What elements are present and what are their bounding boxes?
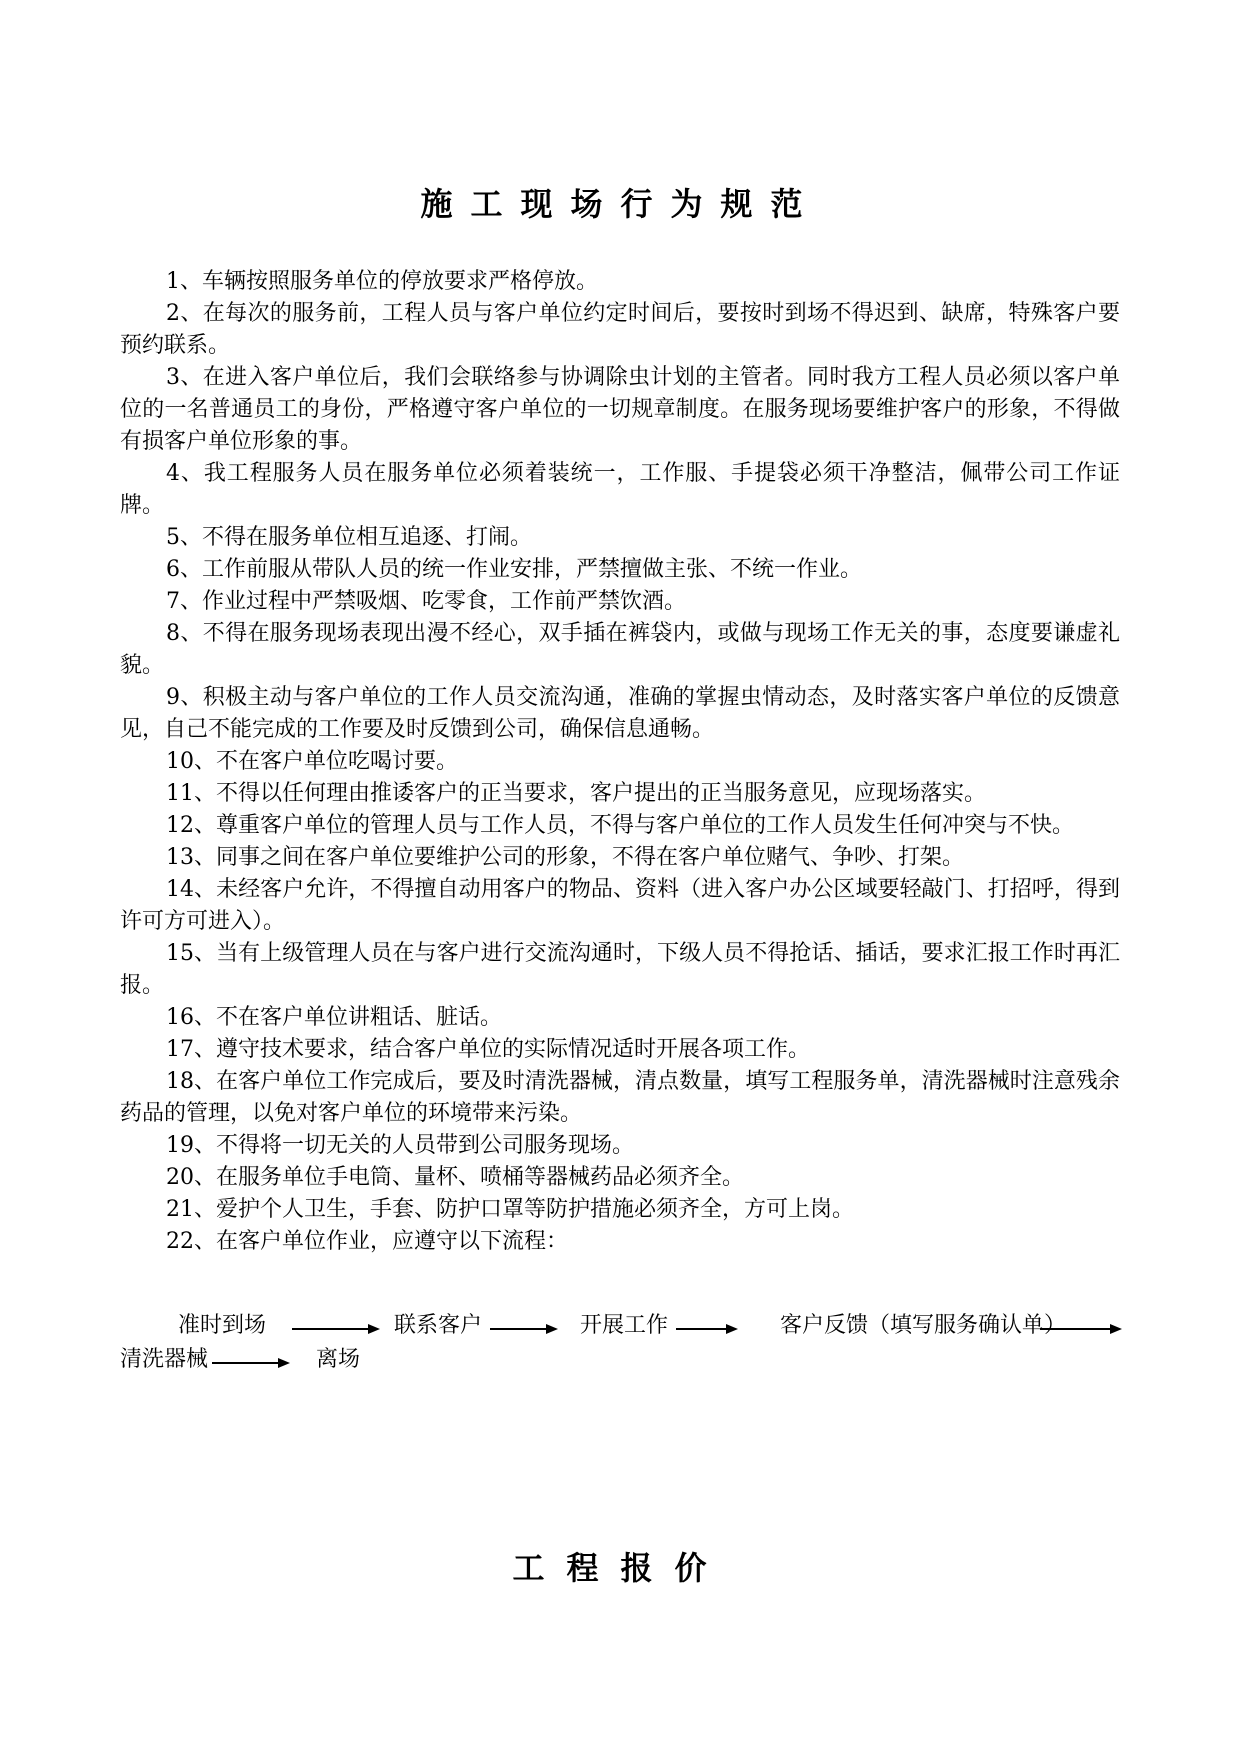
flow-step-feedback: 客户反馈（填写服务确认单） [780, 1313, 1067, 1338]
arrow-icon [212, 1356, 290, 1370]
arrow-icon [490, 1322, 558, 1336]
rule-item: 22、在客户单位作业，应遵守以下流程： [166, 1229, 568, 1254]
rule-item: 6、工作前服从带队人员的统一作业安排，严禁擅做主张、不统一作业。 [166, 557, 862, 582]
rule-item: 1、车辆按照服务单位的停放要求严格停放。 [166, 269, 598, 294]
rules-list [120, 266, 1120, 1258]
rule-item: 2、在每次的服务前，工程人员与客户单位约定时间后，要按时到场不得迟到、缺席，特殊客户要预约联系。 [120, 301, 1120, 358]
rule-item: 4、我工程服务人员在服务单位必须着装统一，工作服、手提袋必须干净整洁，佩带公司工作证牌。 [120, 461, 1120, 518]
rule-item: 7、作业过程中严禁吸烟、吃零食，工作前严禁饮酒。 [166, 589, 686, 614]
arrow-icon [676, 1322, 738, 1336]
rule-item: 8、不得在服务现场表现出漫不经心，双手插在裤袋内，或做与现场工作无关的事，态度要谦虚礼貌。 [120, 621, 1120, 678]
rule-item: 3、在进入客户单位后，我们会联络参与协调除虫计划的主管者。同时我方工程人员必须以客户单位的一名普通员工的身份，严格遵守客户单位的一切规章制度。在服务现场要维护客户的形象，不得做有损客户单位形象的事。 [120, 365, 1120, 454]
rule-item: 15、当有上级管理人员在与客户进行交流沟通时，下级人员不得抢话、插话，要求汇报工作时再汇报。 [120, 941, 1120, 998]
page-title: 施工现场行为规范 [420, 185, 821, 223]
rule-item: 11、不得以任何理由推诿客户的正当要求，客户提出的正当服务意见，应现场落实。 [166, 781, 986, 806]
flow-step-work: 开展工作 [580, 1313, 669, 1338]
section-title: 工程报价 [512, 1549, 729, 1587]
flow-step-clean: 清洗器械 [120, 1347, 209, 1372]
flow-step-leave: 离场 [316, 1347, 361, 1372]
rule-item: 13、同事之间在客户单位要维护公司的形象，不得在客户单位赌气、争吵、打架。 [166, 845, 964, 870]
rule-item: 19、不得将一切无关的人员带到公司服务现场。 [166, 1133, 634, 1158]
arrow-icon [292, 1322, 380, 1336]
arrow-icon [1040, 1322, 1122, 1336]
rule-item: 12、尊重客户单位的管理人员与工作人员，不得与客户单位的工作人员发生任何冲突与不快。 [166, 813, 1074, 838]
rule-item: 14、未经客户允许，不得擅自动用客户的物品、资料（进入客户办公区域要轻敲门、打招呼，得到许可方可进入）。 [120, 877, 1120, 934]
rule-item: 5、不得在服务单位相互追逐、打闹。 [166, 525, 532, 550]
flow-step-contact: 联系客户 [394, 1313, 483, 1338]
rule-item: 10、不在客户单位吃喝讨要。 [166, 749, 458, 774]
rule-item: 20、在服务单位手电筒、量杯、喷桶等器械药品必须齐全。 [166, 1165, 744, 1190]
rule-item: 9、积极主动与客户单位的工作人员交流沟通，准确的掌握虫情动态，及时落实客户单位的反馈意见，自己不能完成的工作要及时反馈到公司，确保信息通畅。 [120, 685, 1120, 742]
process-flow [120, 1310, 1130, 1386]
rule-item: 17、遵守技术要求，结合客户单位的实际情况适时开展各项工作。 [166, 1037, 810, 1062]
rule-item: 16、不在客户单位讲粗话、脏话。 [166, 1005, 502, 1030]
flow-step-arrive: 准时到场 [178, 1313, 267, 1338]
rule-item: 21、爱护个人卫生，手套、防护口罩等防护措施必须齐全，方可上岗。 [166, 1197, 854, 1222]
rule-item: 18、在客户单位工作完成后，要及时清洗器械，清点数量，填写工程服务单，清洗器械时注意残余药品的管理，以免对客户单位的环境带来污染。 [120, 1069, 1120, 1126]
